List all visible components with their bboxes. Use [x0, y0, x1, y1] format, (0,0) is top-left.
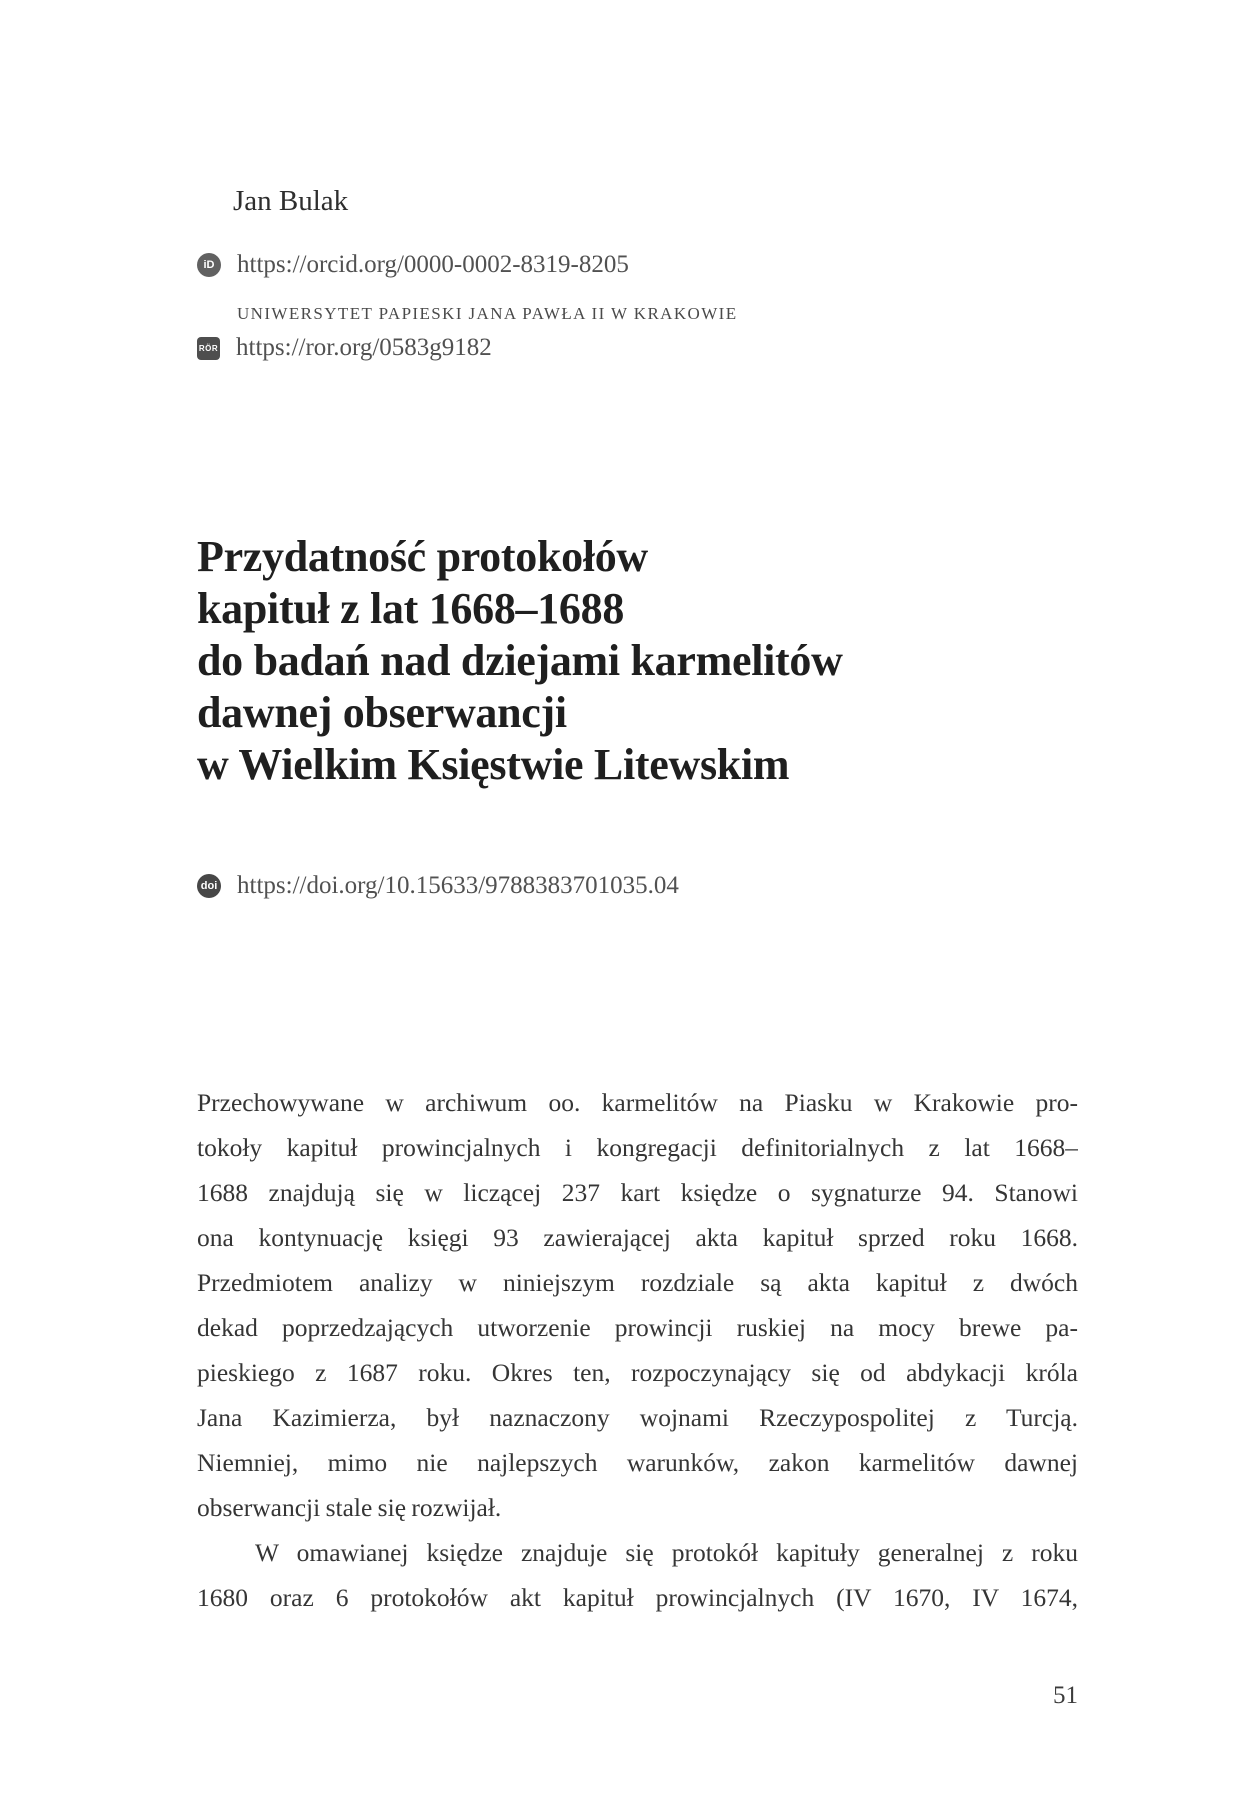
orcid-row	[197, 251, 629, 279]
ror-icon: RÖR	[197, 337, 220, 360]
body-line: pieskiego z 1687 roku. Okres ten, rozpoczynający się od abdykacji króla	[197, 1358, 1078, 1387]
chapter-title	[197, 531, 1117, 791]
doi-row	[197, 872, 679, 900]
body-line: Przechowywane w archiwum oo. karmelitów na Piasku w Krakowie pro-	[197, 1088, 1078, 1117]
ror-row	[197, 334, 492, 362]
body-line: Przedmiotem analizy w niniejszym rozdziale są akta kapituł z dwóch	[197, 1268, 1078, 1297]
body-line: dekad poprzedzających utworzenie prowincji ruskiej na mocy brewe pa-	[197, 1313, 1078, 1342]
body-line: Jana Kazimierza, był naznaczony wojnami Rzeczypospolitej z Turcją.	[197, 1403, 1078, 1432]
chapter-title-line: do badań nad dziejami karmelitów	[197, 636, 843, 685]
orcid-icon: iD	[197, 253, 221, 277]
doi-link[interactable]: https://doi.org/10.15633/9788383701035.04	[237, 872, 679, 899]
chapter-title-line: kapituł z lat 1668–1688	[197, 584, 625, 633]
page-number: 51	[1053, 1682, 1078, 1709]
chapter-title-line: w Wielkim Księstwie Litewskim	[197, 740, 790, 789]
body-line: 1680 oraz 6 protokołów akt kapituł prowincjalnych (IV 1670, IV 1674,	[197, 1583, 1078, 1612]
body-line: obserwancji stale się rozwijał.	[197, 1493, 502, 1522]
body-line: ona kontynuację księgi 93 zawierającej akta kapituł sprzed roku 1668.	[197, 1223, 1078, 1252]
orcid-link[interactable]: https://orcid.org/0000-0002-8319-8205	[237, 251, 629, 278]
body-line: W omawianej księdze znajduje się protokół kapituły generalnej z roku	[255, 1538, 1078, 1567]
author-name: Jan Bulak	[233, 185, 349, 217]
body-line: Niemniej, mimo nie najlepszych warunków, zakon karmelitów dawnej	[197, 1448, 1078, 1477]
chapter-title-line: Przydatność protokołów	[197, 532, 648, 581]
ror-link[interactable]: https://ror.org/0583g9182	[236, 334, 492, 361]
chapter-title-line: dawnej obserwancji	[197, 688, 567, 737]
doi-icon: doi	[197, 874, 221, 898]
body-text	[197, 1080, 1078, 1620]
author-affiliation: UNIWERSYTET PAPIESKI JANA PAWŁA II W KRAKOWIE	[237, 304, 738, 323]
body-line: 1688 znajdują się w liczącej 237 kart księdze o sygnaturze 94. Stanowi	[197, 1178, 1078, 1207]
body-line: tokoły kapituł prowincjalnych i kongregacji definitorialnych z lat 1668–	[197, 1133, 1078, 1162]
